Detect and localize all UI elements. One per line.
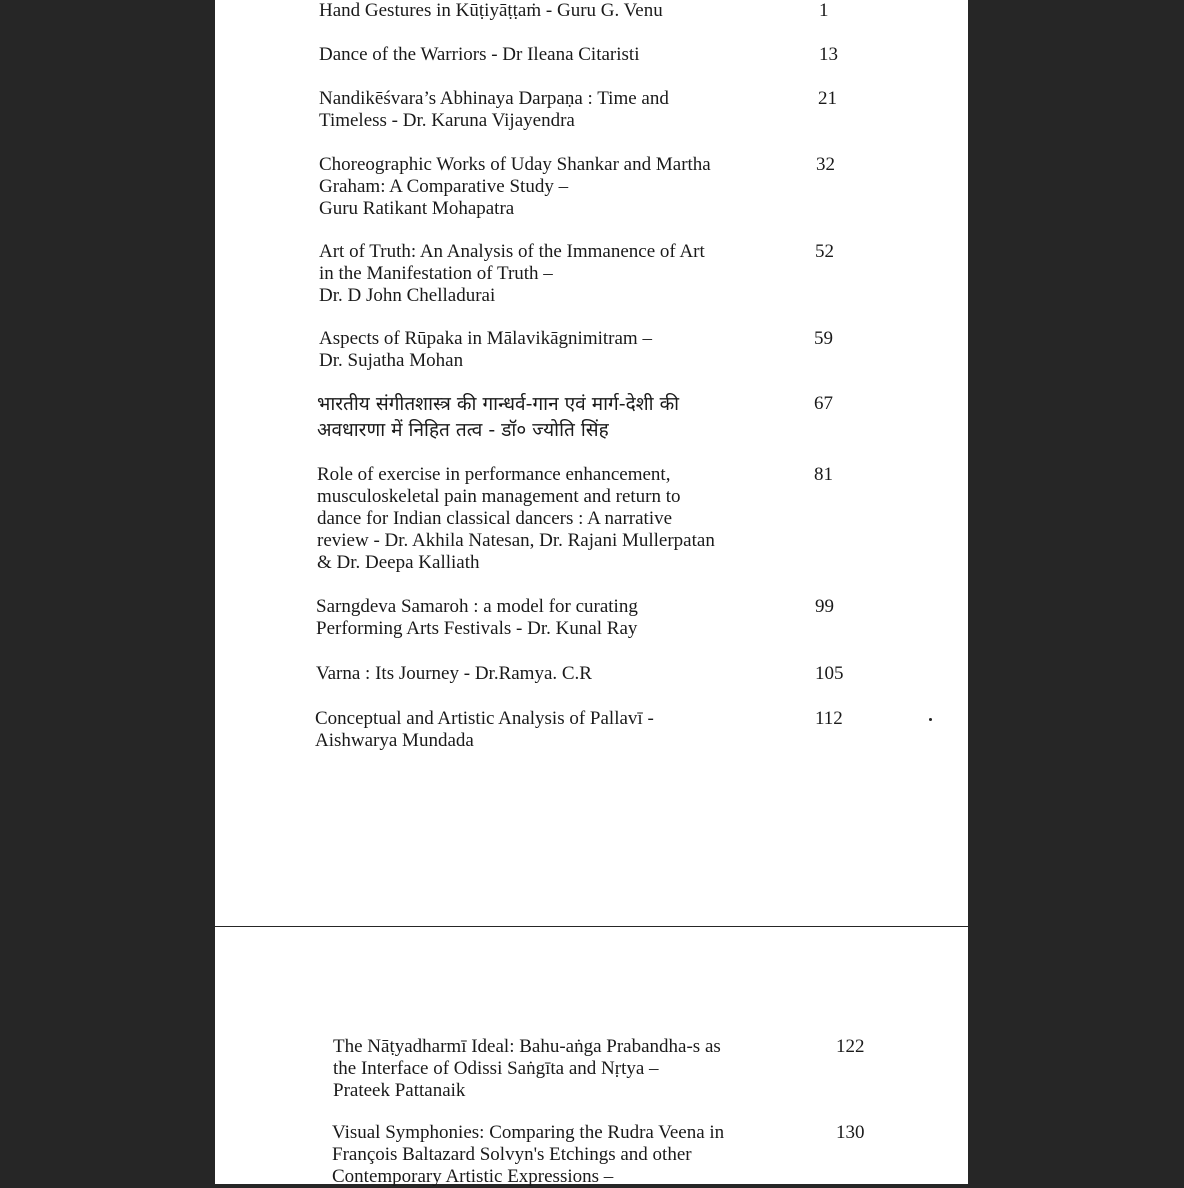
entry-page-number: 112 [815, 708, 843, 729]
entry-page-number: 105 [815, 663, 844, 684]
entry-page-number: 130 [836, 1122, 865, 1143]
entry-title: Conceptual and Artistic Analysis of Pallavī - Aishwarya Mundada [315, 708, 654, 751]
toc-page-upper [215, 0, 968, 926]
entry-title: Choreographic Works of Uday Shankar and Martha Graham: A Comparative Study – Guru Ratikant Mohapatra [319, 154, 711, 219]
entry-title: Nandikēśvara’s Abhinaya Darpaṇa : Time and Timeless - Dr. Karuna Vijayendra [319, 88, 669, 131]
stray-dot [929, 718, 932, 721]
entry-page-number: 32 [816, 154, 835, 175]
entry-title: Varna : Its Journey - Dr.Ramya. C.R [316, 663, 592, 684]
entry-title: Aspects of Rūpaka in Mālavikāgnimitram – Dr. Sujatha Mohan [319, 328, 652, 371]
entry-page-number: 52 [815, 241, 834, 262]
entry-title: Art of Truth: An Analysis of the Immanence of Art in the Manifestation of Truth – Dr. D John Chelladurai [319, 241, 705, 306]
entry-title: Visual Symphonies: Comparing the Rudra Veena in François Baltazard Solvyn's Etchings and other Contemporary Artistic Expressions – [332, 1122, 725, 1187]
entry-title: The Nāṭyadharmī Ideal: Bahu-aṅga Prabandha-s as the Interface of Odissi Saṅgīta and Nṛtya – Prateek Pattanaik [333, 1036, 721, 1101]
entry-title: Dance of the Warriors - Dr Ileana Citaristi [319, 44, 640, 65]
entry-page-number: 99 [815, 596, 834, 617]
entry-page-number: 21 [818, 88, 837, 109]
entry-page-number: 13 [819, 44, 838, 65]
entry-page-number: 81 [814, 464, 833, 485]
entry-page-number: 122 [836, 1036, 865, 1057]
entry-title: Role of exercise in performance enhancement, musculoskeletal pain management and return to dance for Indian classical dancers : A narrative review - Dr. Akhila Natesan, Dr. Rajani Mullerpatan & Dr. Deepa Kalliath [317, 464, 715, 573]
toc-page-lower [215, 927, 968, 1187]
entry-page-number: 67 [814, 393, 833, 414]
entry-page-number: 1 [819, 0, 829, 21]
entry-page-number: 59 [814, 328, 833, 349]
entry-title: भारतीय संगीतशास्त्र की गान्धर्व-गान एवं मार्ग-देशी की अवधारणा में निहित तत्व - डॉ० ज्योति सिंह [317, 393, 680, 441]
entry-title: Sarngdeva Samaroh : a model for curating Performing Arts Festivals - Dr. Kunal Ray [316, 596, 638, 639]
entry-title: Hand Gestures in Kūṭiyāṭṭaṁ - Guru G. Venu [319, 0, 663, 21]
